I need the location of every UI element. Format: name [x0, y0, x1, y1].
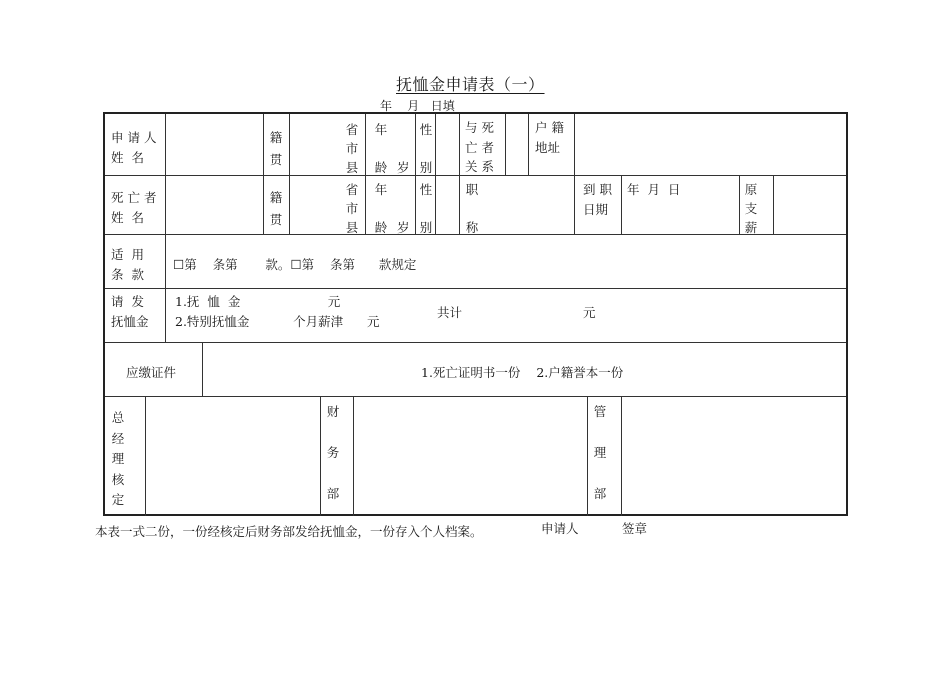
label-applicant-name-2: 姓 名	[111, 150, 144, 165]
label-age: 年 龄	[374, 122, 388, 175]
label-age-unit: 岁	[397, 160, 410, 175]
row-divider	[105, 342, 846, 343]
label-applicable-2: 条 款	[111, 267, 144, 282]
label-start-date-2: 日期	[583, 202, 609, 217]
label-admin-dept: 管 理 部	[593, 404, 607, 501]
label-original-salary: 原 支 薪	[744, 182, 758, 235]
label-finance-dept: 财 务 部	[326, 404, 340, 501]
label-job-title: 职 称	[465, 182, 479, 235]
label-gender-2: 性 别	[419, 182, 433, 235]
label-applicant-name-1: 申 请 人	[111, 130, 157, 145]
issue-pension-line: 1.抚 恤 金 元	[175, 294, 341, 309]
label-applicable-1: 适 用	[111, 247, 144, 262]
label-deceased-name-2: 姓 名	[111, 210, 144, 225]
label-native-place-2: 籍 贯	[269, 190, 283, 227]
row-divider	[105, 288, 846, 289]
application-form-table	[103, 112, 848, 516]
row-divider	[105, 396, 846, 397]
label-issue-1: 请 发	[111, 294, 144, 309]
label-deceased-name-1: 死 亡 者	[111, 190, 157, 205]
label-province-2: 省 市 县	[345, 182, 359, 235]
label-total-unit: 元	[583, 305, 596, 320]
label-age-2: 年 龄	[374, 182, 388, 235]
issue-special-pension-line: 2.特别抚恤金 个月薪津 元	[175, 314, 380, 329]
label-relation-1: 与 死	[465, 120, 494, 135]
label-total: 共计	[437, 305, 463, 320]
label-native-place: 籍 贯	[269, 130, 283, 167]
label-year-month-day: 年 月 日	[627, 182, 681, 197]
form-title: 抚恤金申请表（一）	[396, 75, 545, 94]
label-relation-3: 关 系	[465, 159, 494, 174]
label-relation-2: 亡 者	[465, 140, 494, 155]
footer-seal: 签章	[622, 521, 648, 536]
label-age-unit-2: 岁	[397, 220, 410, 235]
footer-applicant: 申请人	[541, 521, 579, 536]
label-gender: 性 别	[419, 122, 433, 175]
label-required-documents: 应缴证件	[126, 365, 177, 380]
label-start-date-1: 到 职	[583, 182, 612, 197]
label-issue-2: 抚恤金	[111, 314, 149, 329]
label-province: 省 市 县	[345, 122, 359, 175]
label-household-1: 户 籍	[535, 120, 564, 135]
label-household-2: 地址	[535, 140, 561, 155]
fill-date-line: 年 月 日填	[380, 99, 455, 113]
label-gm-approval: 总 经 理 核 定	[111, 410, 125, 507]
footer-note: 本表一式二份，一份经核定后财务部发给抚恤金，一份存入个人档案。	[95, 524, 483, 539]
applicable-clause-text: ☐第 条第 款。☐第 条第 款规定	[173, 257, 417, 272]
required-documents-value: 1.死亡证明书一份 2.户籍誉本一份	[421, 365, 624, 380]
